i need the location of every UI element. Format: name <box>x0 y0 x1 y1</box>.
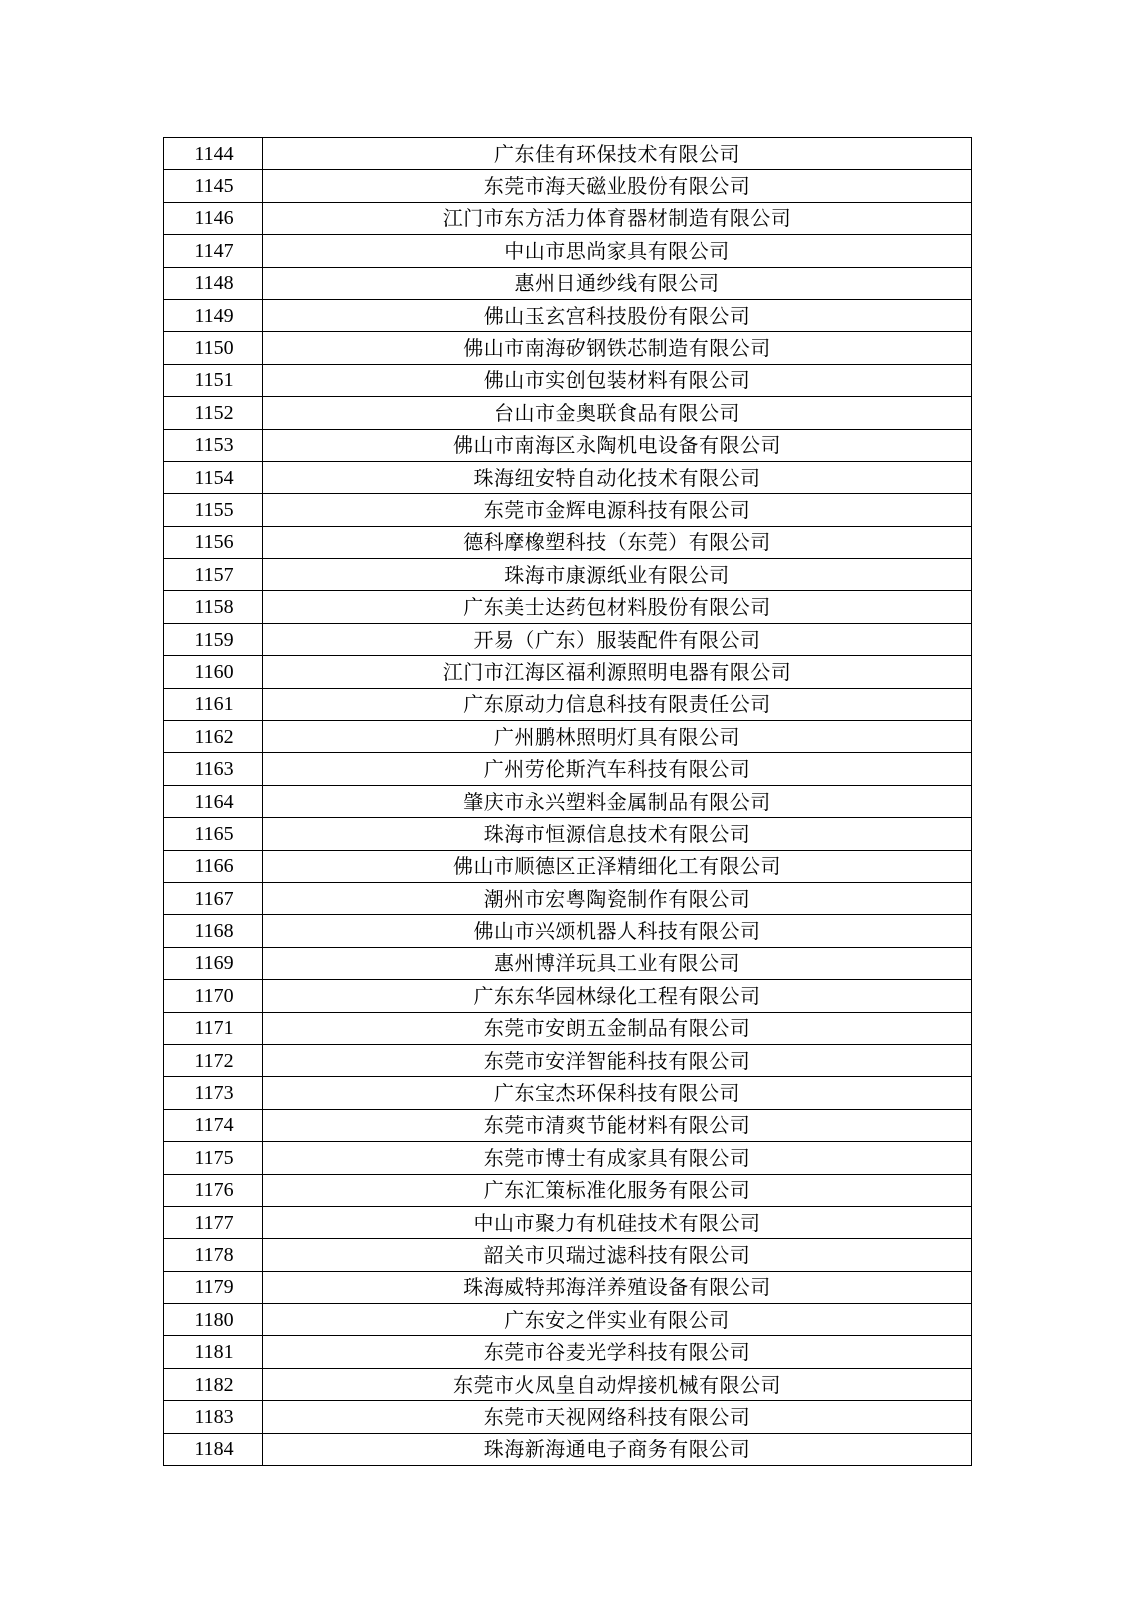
row-number-cell: 1177 <box>164 1206 263 1238</box>
row-number-cell: 1168 <box>164 915 263 947</box>
row-number-cell: 1158 <box>164 591 263 623</box>
table-row <box>164 559 972 591</box>
table-row <box>164 1077 972 1109</box>
table-row <box>164 299 972 331</box>
table-body <box>164 138 972 1466</box>
table-row <box>164 364 972 396</box>
table-row <box>164 1433 972 1465</box>
row-number-cell: 1152 <box>164 397 263 429</box>
company-name-cell: 东莞市火凤皇自动焊接机械有限公司 <box>263 1368 972 1400</box>
table-row <box>164 915 972 947</box>
company-name-cell: 东莞市天视网络科技有限公司 <box>263 1401 972 1433</box>
table-row <box>164 623 972 655</box>
company-name-cell: 珠海新海通电子商务有限公司 <box>263 1433 972 1465</box>
company-name-cell: 东莞市谷麦光学科技有限公司 <box>263 1336 972 1368</box>
row-number-cell: 1180 <box>164 1304 263 1336</box>
row-number-cell: 1159 <box>164 623 263 655</box>
row-number-cell: 1144 <box>164 138 263 170</box>
company-name-cell: 佛山玉玄宫科技股份有限公司 <box>263 299 972 331</box>
company-name-cell: 中山市聚力有机硅技术有限公司 <box>263 1206 972 1238</box>
table-row <box>164 818 972 850</box>
row-number-cell: 1155 <box>164 494 263 526</box>
company-name-cell: 佛山市南海矽钢铁芯制造有限公司 <box>263 332 972 364</box>
company-name-cell: 珠海市康源纸业有限公司 <box>263 559 972 591</box>
table-row <box>164 494 972 526</box>
table-row <box>164 332 972 364</box>
table-row <box>164 202 972 234</box>
company-name-cell: 江门市江海区福利源照明电器有限公司 <box>263 656 972 688</box>
table-row <box>164 1271 972 1303</box>
table-row <box>164 526 972 558</box>
company-name-cell: 佛山市兴颂机器人科技有限公司 <box>263 915 972 947</box>
row-number-cell: 1157 <box>164 559 263 591</box>
row-number-cell: 1176 <box>164 1174 263 1206</box>
company-name-cell: 佛山市南海区永陶机电设备有限公司 <box>263 429 972 461</box>
table-row <box>164 947 972 979</box>
table-row <box>164 170 972 202</box>
table-row <box>164 429 972 461</box>
company-name-cell: 惠州日通纱线有限公司 <box>263 267 972 299</box>
row-number-cell: 1183 <box>164 1401 263 1433</box>
row-number-cell: 1151 <box>164 364 263 396</box>
table-row <box>164 138 972 170</box>
row-number-cell: 1171 <box>164 1012 263 1044</box>
row-number-cell: 1181 <box>164 1336 263 1368</box>
row-number-cell: 1147 <box>164 235 263 267</box>
company-name-cell: 潮州市宏粤陶瓷制作有限公司 <box>263 882 972 914</box>
company-name-cell: 江门市东方活力体育器材制造有限公司 <box>263 202 972 234</box>
company-name-cell: 东莞市安洋智能科技有限公司 <box>263 1044 972 1076</box>
company-name-cell: 广东佳有环保技术有限公司 <box>263 138 972 170</box>
table-row <box>164 850 972 882</box>
table-row <box>164 397 972 429</box>
row-number-cell: 1145 <box>164 170 263 202</box>
table-row <box>164 1206 972 1238</box>
row-number-cell: 1154 <box>164 461 263 493</box>
table-row <box>164 267 972 299</box>
company-name-cell: 韶关市贝瑞过滤科技有限公司 <box>263 1239 972 1271</box>
row-number-cell: 1178 <box>164 1239 263 1271</box>
table-row <box>164 1012 972 1044</box>
company-name-cell: 肇庆市永兴塑料金属制品有限公司 <box>263 785 972 817</box>
row-number-cell: 1173 <box>164 1077 263 1109</box>
row-number-cell: 1182 <box>164 1368 263 1400</box>
company-name-cell: 台山市金奥联食品有限公司 <box>263 397 972 429</box>
table-row <box>164 753 972 785</box>
table-row <box>164 688 972 720</box>
row-number-cell: 1146 <box>164 202 263 234</box>
company-name-cell: 珠海威特邦海洋养殖设备有限公司 <box>263 1271 972 1303</box>
row-number-cell: 1162 <box>164 721 263 753</box>
table-row <box>164 1239 972 1271</box>
table-row <box>164 1336 972 1368</box>
company-name-cell: 东莞市安朗五金制品有限公司 <box>263 1012 972 1044</box>
row-number-cell: 1165 <box>164 818 263 850</box>
company-name-cell: 佛山市实创包装材料有限公司 <box>263 364 972 396</box>
row-number-cell: 1166 <box>164 850 263 882</box>
company-name-cell: 德科摩橡塑科技（东莞）有限公司 <box>263 526 972 558</box>
row-number-cell: 1148 <box>164 267 263 299</box>
company-name-cell: 广东原动力信息科技有限责任公司 <box>263 688 972 720</box>
table-row <box>164 785 972 817</box>
company-name-cell: 广东东华园林绿化工程有限公司 <box>263 980 972 1012</box>
row-number-cell: 1170 <box>164 980 263 1012</box>
table-row <box>164 591 972 623</box>
table-row <box>164 980 972 1012</box>
company-name-cell: 珠海市恒源信息技术有限公司 <box>263 818 972 850</box>
row-number-cell: 1174 <box>164 1109 263 1141</box>
row-number-cell: 1164 <box>164 785 263 817</box>
table-row <box>164 882 972 914</box>
company-list-table <box>163 137 972 1466</box>
company-name-cell: 中山市思尚家具有限公司 <box>263 235 972 267</box>
table-row <box>164 721 972 753</box>
row-number-cell: 1179 <box>164 1271 263 1303</box>
company-name-cell: 东莞市金辉电源科技有限公司 <box>263 494 972 526</box>
company-name-cell: 佛山市顺德区正泽精细化工有限公司 <box>263 850 972 882</box>
row-number-cell: 1161 <box>164 688 263 720</box>
company-name-cell: 东莞市海天磁业股份有限公司 <box>263 170 972 202</box>
table-row <box>164 461 972 493</box>
row-number-cell: 1160 <box>164 656 263 688</box>
company-name-cell: 东莞市博士有成家具有限公司 <box>263 1142 972 1174</box>
row-number-cell: 1175 <box>164 1142 263 1174</box>
company-name-cell: 东莞市清爽节能材料有限公司 <box>263 1109 972 1141</box>
company-name-cell: 广东汇策标准化服务有限公司 <box>263 1174 972 1206</box>
table-row <box>164 1142 972 1174</box>
table-row <box>164 1304 972 1336</box>
company-name-cell: 广东美士达药包材料股份有限公司 <box>263 591 972 623</box>
row-number-cell: 1167 <box>164 882 263 914</box>
table-row <box>164 656 972 688</box>
table-row <box>164 1174 972 1206</box>
table-row <box>164 1044 972 1076</box>
company-name-cell: 广州劳伦斯汽车科技有限公司 <box>263 753 972 785</box>
table-row <box>164 1109 972 1141</box>
row-number-cell: 1153 <box>164 429 263 461</box>
row-number-cell: 1169 <box>164 947 263 979</box>
table-row <box>164 1401 972 1433</box>
row-number-cell: 1150 <box>164 332 263 364</box>
row-number-cell: 1163 <box>164 753 263 785</box>
company-name-cell: 广州鹏林照明灯具有限公司 <box>263 721 972 753</box>
row-number-cell: 1172 <box>164 1044 263 1076</box>
company-name-cell: 开易（广东）服装配件有限公司 <box>263 623 972 655</box>
company-name-cell: 广东宝杰环保科技有限公司 <box>263 1077 972 1109</box>
company-name-cell: 惠州博洋玩具工业有限公司 <box>263 947 972 979</box>
row-number-cell: 1156 <box>164 526 263 558</box>
company-name-cell: 珠海纽安特自动化技术有限公司 <box>263 461 972 493</box>
company-name-cell: 广东安之伴实业有限公司 <box>263 1304 972 1336</box>
table-row <box>164 235 972 267</box>
row-number-cell: 1184 <box>164 1433 263 1465</box>
row-number-cell: 1149 <box>164 299 263 331</box>
table-row <box>164 1368 972 1400</box>
